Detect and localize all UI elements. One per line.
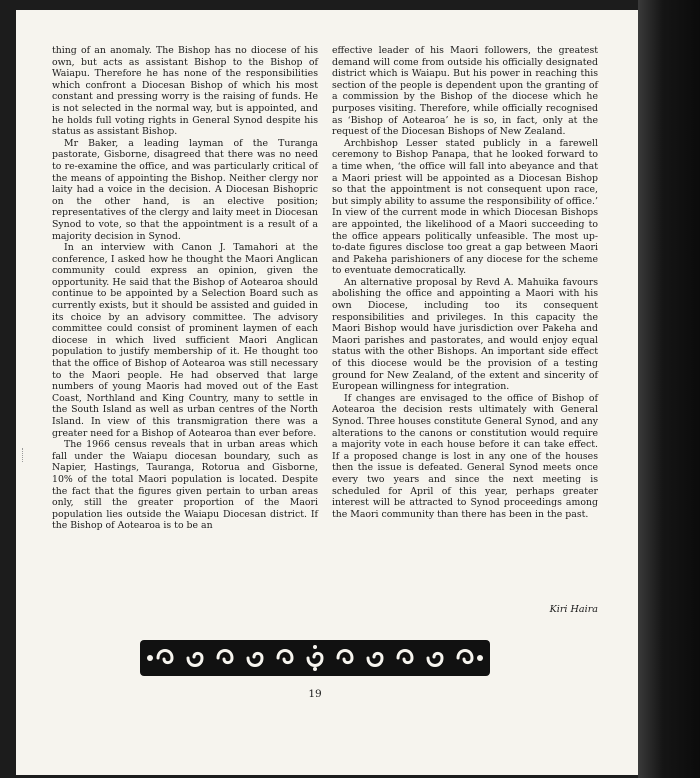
article-right-column	[332, 45, 598, 520]
paragraph: Mr Baker, a leading layman of the Turanga pastorate, Gisborne, disagreed that there was no need to re-examine the office, and was particularly critical of the means of appointing the Bishop. Neither clergy nor laity had a voice in the decision. A Diocesan Bishopric on the other hand, is an elective position; representatives of the clergy and laity meet in Diocesan Synod to vote, so that the appointment is a result of a majority decision in Synod.	[52, 137, 318, 242]
paragraph: The 1966 census reveals that in urban areas which fall under the Waiapu diocesan boundary, such as Napier, Hastings, Tauranga, Rotorua and Gisborne, 10% of the total Maori population is located. Despite the fact that the figures given pertain to urban areas only, still the greater proportion of the Maori population lies outside the Waiapu Diocesan district. If the Bishop of Aotearoa is to be an	[52, 439, 318, 532]
paragraph: In an interview with Canon J. Tamahori at the conference, I asked how he thought the Maori Anglican community could express an opinion, given the opportunity. He said that the Bishop of Aotearoa should continue to be appointed by a Selection Board such as currently exists, but it should be assisted and guided in its choice by an advisory committee. The advisory committee could consist of prominent laymen of each diocese in which lived sufficient Maori Anglican population to justify membership of it. He thought too that the office of Bishop of Aotearoa was still necessary to the Maori people. He had observed that large numbers of young Maoris had moved out of the East Coast, Northland and King Country, many to settle in the South Island as well as urban centres of the North Island. In view of this transmigration there was a greater need for a Bishop of Aotearoa than ever before.	[52, 242, 318, 439]
margin-mark	[22, 448, 29, 462]
paragraph: If changes are envisaged to the office of Bishop of Aotearoa the decision rests ultimately with General Synod. Three houses constitute General Synod, and any alterations to the canons or constitution would require a majority vote in each house before it can take effect. If a proposed change is lost in any one of the houses then the issue is defeated. General Synod meets once every two years and since the next meeting is scheduled for April of this year, perhaps greater interest will be attracted to Synod proceedings among the Maori community than there has been in the past.	[332, 392, 598, 520]
author-signature: Kiri Haira	[549, 604, 598, 615]
paragraph: Archbishop Lesser stated publicly in a farewell ceremony to Bishop Panapa, that he looked forward to a time when, ‘the office will fall into abeyance and that a Maori priest will be appointed as a Diocesan Bishop so that the appointment is not consequent upon race, but simply ability to assume the responsibility of office.’ In view of the current mode in which Diocesan Bishops are appointed, the likelihood of a Maori succeeding to the office appears politically unfeasible. The most up-to-date figures disclose too great a gap between Maori and Pakeha parishioners of any diocese for the scheme to eventuate democratically.	[332, 137, 598, 277]
paragraph: effective leader of his Maori followers, the greatest demand will come from outside his officially designated district which is Waiapu. But his power in reaching this section of the people is dependent upon the granting of a commission by the Bishop of the diocese which he purposes visiting. Therefore, while officially recognised as ‘Bishop of Aotearoa’ he is so, in fact, only at the request of the Diocesan Bishops of New Zealand.	[332, 45, 598, 138]
paragraph: thing of an anomaly. The Bishop has no diocese of his own, but acts as assistant Bishop to the Bishop of Waiapu. Therefore he has none of the responsibilities which confront a Diocesan Bishop of which his most constant and pressing worry is the raising of funds. He is not selected in the normal way, but is appointed, and he holds full voting rights in General Synod despite his status as assistant Bishop.	[52, 45, 318, 138]
page-number: 19	[308, 688, 322, 700]
article-left-column	[52, 45, 318, 532]
scan-background-edge	[638, 0, 700, 778]
paragraph: An alternative proposal by Revd A. Mahuika favours abolishing the office and appointing a Maori with his own Diocese, including too its consequent responsibilities and privileges. In this capacity the Maori Bishop would have jurisdiction over Pakeha and Maori parishes and pastorates, and would enjoy equal status with the other Bishops. An important side effect of this diocese would be the provision of a testing ground for New Zealand, of the extent and sincerity of European willingness for integration.	[332, 276, 598, 393]
koru-ornament-icon	[140, 640, 490, 676]
